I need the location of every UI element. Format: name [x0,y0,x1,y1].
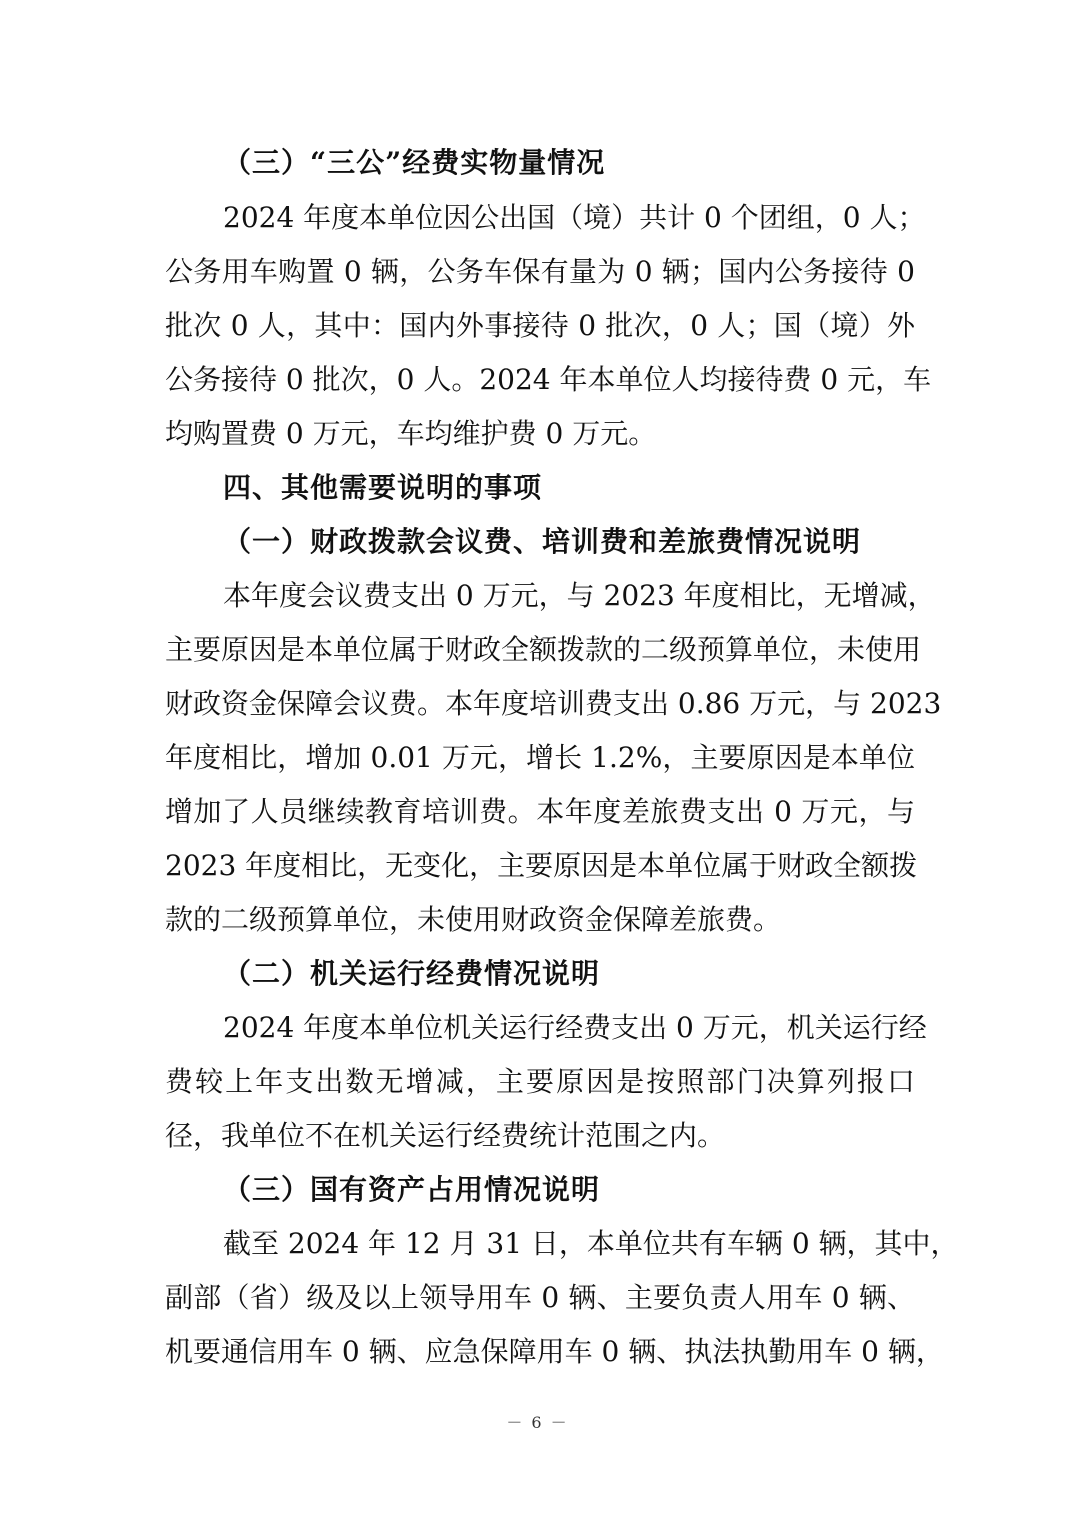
paragraph-1-line-5: 均购置费 0 万元，车均维护费 0 万元。 [165,417,657,450]
paragraph-2-line-6: 2023 年度相比，无变化，主要原因是本单位属于财政全额拨 [165,849,918,882]
paragraph-4-line-1: 截至 2024 年 12 月 31 日，本单位共有车辆 0 辆，其中， [223,1227,959,1260]
subsection-1-heading: （一）财政拨款会议费、培训费和差旅费情况说明 [223,525,862,558]
paragraph-1-line-1: 2024 年度本单位因公出国（境）共计 0 个团组，0 人； [223,201,926,234]
paragraph-3-line-1: 2024 年度本单位机关运行经费支出 0 万元，机关运行经 [223,1011,927,1044]
page-number: － 6 － [506,1413,569,1432]
paragraph-4-line-2: 副部（省）级及以上领导用车 0 辆、主要负责人用车 0 辆、 [165,1281,915,1314]
paragraph-3-line-2: 费较上年支出数无增减，主要原因是按照部门决算列报口 [165,1065,915,1098]
subsection-3-heading: （三）国有资产占用情况说明 [223,1173,601,1206]
paragraph-1-line-3: 批次 0 人，其中：国内外事接待 0 批次，0 人；国（境）外 [165,309,915,342]
paragraph-4-line-3: 机要通信用车 0 辆、应急保障用车 0 辆、执法执勤用车 0 辆， [165,1335,944,1368]
paragraph-1-line-2: 公务用车购置 0 辆，公务车保有量为 0 辆；国内公务接待 0 [165,255,915,288]
paragraph-2-line-5: 增加了人员继续教育培训费。本年度差旅费支出 0 万元，与 [165,795,915,828]
paragraph-2-line-2: 主要原因是本单位属于财政全额拨款的二级预算单位，未使用 [165,633,922,666]
paragraph-2-line-3: 财政资金保障会议费。本年度培训费支出 0.86 万元，与 2023 [165,687,942,720]
paragraph-2-line-4: 年度相比，增加 0.01 万元，增长 1.2%，主要原因是本单位 [165,741,915,774]
paragraph-2-line-1: 本年度会议费支出 0 万元，与 2023 年度相比，无增减， [223,579,936,612]
paragraph-2-line-7: 款的二级预算单位，未使用财政资金保障差旅费。 [165,903,782,936]
subsection-2-heading: （二）机关运行经费情况说明 [223,957,601,990]
part-4-heading: 四、其他需要说明的事项 [223,471,543,504]
section-3-heading: （三）“三公”经费实物量情况 [223,146,606,179]
paragraph-1-line-4: 公务接待 0 批次，0 人。2024 年本单位人均接待费 0 元，车 [165,363,932,396]
paragraph-3-line-3: 径，我单位不在机关运行经费统计范围之内。 [165,1119,726,1152]
